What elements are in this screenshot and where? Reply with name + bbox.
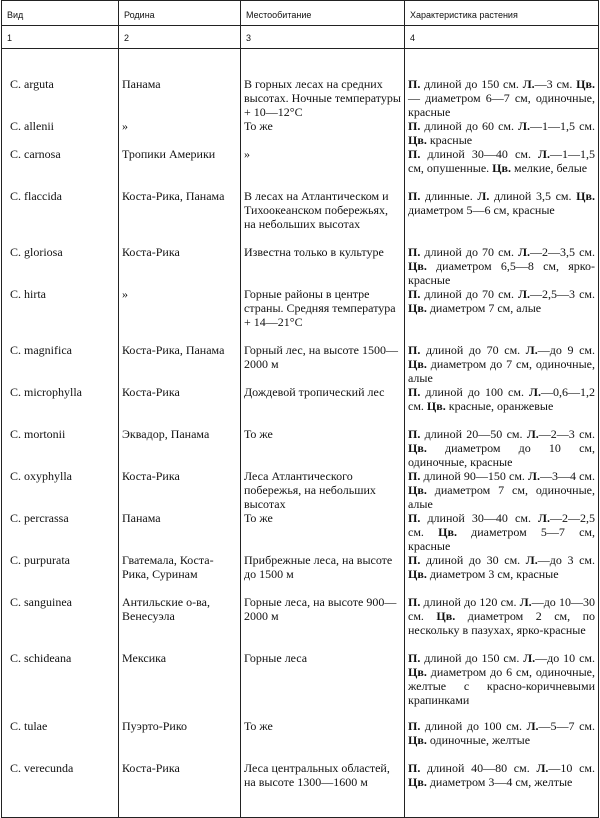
table-row — [2, 651, 599, 719]
homeland-cell: Коста-Рика — [119, 245, 241, 287]
homeland-cell: Тропики Америки — [119, 147, 241, 189]
abbreviation-label: Цв. — [408, 133, 427, 147]
habitat-cell: Горный лес, на высоте 1500—2000 м — [241, 343, 405, 385]
habitat-cell: Известна только в культуре — [241, 245, 405, 287]
habitat-cell: В горных лесах на средних высотах. Ночные температуры + 10—12°C — [241, 77, 405, 119]
habitat-cell: То же — [241, 119, 405, 147]
homeland-cell: » — [119, 287, 241, 343]
homeland-cell: Пуэрто-Рико — [119, 719, 241, 761]
abbreviation-label: Цв. — [576, 77, 595, 91]
characteristic-text: —2,5—3 см. — [530, 287, 596, 301]
homeland-cell: Антильские о-ва, Венесуэла — [119, 595, 241, 651]
characteristic-text: диаметром до 10 см, одиночные, красные — [408, 441, 595, 469]
header-species: Вид — [2, 1, 119, 26]
homeland-cell: Гватемала, Коста-Рика, Суринам — [119, 553, 241, 595]
characteristic-cell — [405, 77, 599, 119]
characteristic-text: —5—7 см. — [538, 719, 596, 733]
table-row — [2, 343, 599, 385]
characteristic-cell — [405, 511, 599, 553]
species-cell: C. hirta — [2, 287, 119, 343]
homeland-cell: Коста-Рика, Панама — [119, 189, 241, 245]
abbreviation-label: П. — [408, 595, 421, 609]
abbreviation-label: Л. — [529, 385, 541, 399]
abbreviation-label: Л. — [536, 761, 549, 775]
characteristic-text: длиной до 150 см. — [420, 77, 523, 91]
abbreviation-label: Цв. — [426, 399, 446, 413]
characteristic-text: —до 9 см. — [537, 343, 595, 357]
abbreviation-label: Цв. — [408, 483, 427, 497]
table-row — [2, 245, 599, 287]
characteristic-text: диаметром 5—7 см, красные — [408, 525, 595, 553]
column-number-row — [2, 26, 599, 49]
species-cell: C. gloriosa — [2, 245, 119, 287]
abbreviation-label: Цв. — [408, 441, 427, 455]
abbreviation-label: П. — [408, 343, 421, 357]
characteristic-cell — [405, 427, 599, 469]
header-habitat: Местообитание — [241, 1, 405, 26]
characteristic-text: —0,6—1,2 см. — [408, 385, 595, 413]
abbreviation-label: П. — [408, 719, 421, 733]
header-homeland: Родина — [119, 1, 241, 26]
abbreviation-label: П. — [408, 385, 421, 399]
characteristic-cell — [405, 287, 599, 343]
characteristic-cell — [405, 595, 599, 651]
abbreviation-label: П. — [408, 553, 421, 567]
habitat-cell: Горные леса, на высоте 900—2000 м — [241, 595, 405, 651]
species-cell: C. percrassa — [2, 511, 119, 553]
characteristic-cell — [405, 119, 599, 147]
table-row — [2, 595, 599, 651]
habitat-cell: Прибрежные леса, на высоте до 1500 м — [241, 553, 405, 595]
characteristic-text: диаметром до 6 см, одиночные, желтые с красно-коричневыми крапинками — [408, 665, 595, 707]
table-row — [2, 761, 599, 817]
characteristic-text: одиночные, желтые — [426, 733, 531, 747]
species-cell: C. verecunda — [2, 761, 119, 817]
characteristic-text: диаметром до 7 см, одиночные, алые — [408, 357, 595, 385]
table-row — [2, 553, 599, 595]
characteristic-text: красные, оранжевые — [445, 399, 554, 413]
habitat-cell: » — [241, 147, 405, 189]
abbreviation-label: П. — [408, 761, 421, 775]
abbreviation-label: Цв. — [408, 733, 427, 747]
homeland-cell: Панама — [119, 511, 241, 553]
habitat-cell: В лесах на Атлантическом и Тихоокеанском побережьях, на небольших высотах — [241, 189, 405, 245]
characteristic-text: диаметром 7 см, алые — [426, 301, 542, 315]
abbreviation-label: П. — [408, 469, 421, 483]
characteristic-text: длиной до 30 см. — [420, 553, 526, 567]
table-body — [2, 49, 599, 818]
characteristic-cell — [405, 651, 599, 719]
spacer-row — [2, 49, 599, 78]
characteristic-text: —10 см. — [548, 761, 596, 775]
abbreviation-label: Л. — [538, 511, 550, 525]
characteristic-text: длиной до 120 см. — [420, 595, 520, 609]
species-cell: C. oxyphylla — [2, 469, 119, 511]
characteristic-cell — [405, 719, 599, 761]
species-cell: C. purpurata — [2, 553, 119, 595]
characteristic-text: —3—4 см. — [539, 469, 596, 483]
characteristic-text: — диаметром 6—7 см, одиночные, красные — [408, 91, 595, 119]
habitat-cell: То же — [241, 427, 405, 469]
abbreviation-label: Цв. — [408, 775, 427, 789]
abbreviation-label: П. — [408, 147, 421, 161]
abbreviation-label: Л. — [522, 77, 535, 91]
characteristic-cell — [405, 553, 599, 595]
abbreviation-label: Л. — [538, 147, 550, 161]
characteristic-text: длиной до 150 см. — [420, 651, 524, 665]
table-row — [2, 77, 599, 119]
homeland-cell: Коста-Рика — [119, 761, 241, 817]
abbreviation-label: Л. — [518, 287, 531, 301]
abbreviation-label: П. — [408, 651, 421, 665]
species-table — [1, 0, 599, 818]
abbreviation-label: П. — [408, 77, 421, 91]
homeland-cell: Коста-Рика — [119, 469, 241, 511]
characteristic-cell — [405, 469, 599, 511]
species-cell: C. sanguinea — [2, 595, 119, 651]
habitat-cell: Горные леса — [241, 651, 405, 719]
characteristic-cell — [405, 385, 599, 427]
header-characteristic: Характеристика растения — [405, 1, 599, 26]
characteristic-text: длиной до 70 см. — [420, 343, 526, 357]
abbreviation-label: Цв. — [408, 567, 427, 581]
homeland-cell: Эквадор, Панама — [119, 427, 241, 469]
column-number: 2 — [119, 26, 241, 49]
species-cell: C. magnifica — [2, 343, 119, 385]
characteristic-text: —до 10 см. — [535, 651, 595, 665]
abbreviation-label: П. — [408, 245, 421, 259]
habitat-cell: Дождевой тропический лес — [241, 385, 405, 427]
abbreviation-label: П. — [408, 287, 421, 301]
column-number: 4 — [405, 26, 599, 49]
characteristic-text: —2—3 см. — [538, 427, 596, 441]
characteristic-text: диаметром 6,5—8 см, ярко-красные — [408, 259, 595, 287]
abbreviation-label: Цв. — [438, 525, 457, 539]
table-row — [2, 427, 599, 469]
characteristic-text: красные — [426, 133, 473, 147]
characteristic-text: длиной до 60 см. — [420, 119, 519, 133]
characteristic-cell — [405, 147, 599, 189]
homeland-cell: Мексика — [119, 651, 241, 719]
characteristic-cell — [405, 343, 599, 385]
characteristic-text: диаметром 3 см, красные — [426, 567, 559, 581]
characteristic-text: —2—2,5 см. — [408, 511, 595, 539]
table-row — [2, 511, 599, 553]
species-cell: C. microphylla — [2, 385, 119, 427]
abbreviation-label: П. — [408, 119, 421, 133]
abbreviation-label: Л. — [528, 469, 540, 483]
column-number: 3 — [241, 26, 405, 49]
characteristic-text: длиной до 70 см. — [420, 245, 519, 259]
characteristic-text: —1—1,5 см. — [530, 119, 596, 133]
abbreviation-label: Л. — [525, 343, 538, 357]
characteristic-text: —до 10—30 см. — [408, 595, 595, 623]
table-row — [2, 287, 599, 343]
homeland-cell: Панама — [119, 77, 241, 119]
characteristic-text: —1—1,5 см, опушенные. — [408, 147, 595, 175]
abbreviation-label: Л. — [526, 427, 539, 441]
characteristic-text: длиной 30—40 см. — [420, 511, 539, 525]
habitat-cell: Горные районы в центре страны. Средняя температура + 14—21°C — [241, 287, 405, 343]
table-row — [2, 119, 599, 147]
abbreviation-label: Л. — [518, 119, 531, 133]
abbreviation-label: П. — [408, 511, 421, 525]
characteristic-text: длиной 30—40 см. — [420, 147, 539, 161]
habitat-cell: То же — [241, 511, 405, 553]
characteristic-text: длиной 3,5 см. — [489, 189, 577, 203]
characteristic-text: длиной 20—50 см. — [420, 427, 527, 441]
characteristic-text: мелкие, белые — [510, 161, 588, 175]
abbreviation-label: Цв. — [408, 357, 427, 371]
species-cell: C. schideana — [2, 651, 119, 719]
characteristic-text: длиной 90—150 см. — [420, 469, 529, 483]
characteristic-cell — [405, 761, 599, 817]
abbreviation-label: Л. — [477, 189, 490, 203]
table-row — [2, 469, 599, 511]
characteristic-text: длиной до 70 см. — [420, 287, 519, 301]
abbreviation-label: Л. — [518, 245, 531, 259]
table-row — [2, 719, 599, 761]
abbreviation-label: Цв. — [576, 189, 595, 203]
characteristic-text: длинные. — [420, 189, 478, 203]
abbreviation-label: П. — [408, 427, 421, 441]
species-cell: C. arguta — [2, 77, 119, 119]
abbreviation-label: Л. — [523, 651, 536, 665]
characteristic-text: длиной до 100 см. — [420, 719, 527, 733]
characteristic-text: длиной до 100 см. — [420, 385, 530, 399]
abbreviation-label: Цв. — [408, 301, 427, 315]
table-header-row — [2, 1, 599, 26]
abbreviation-label: Цв. — [436, 609, 456, 623]
column-number: 1 — [2, 26, 119, 49]
habitat-cell: Леса Атлантического побережья, на небольших высотах — [241, 469, 405, 511]
abbreviation-label: Л. — [526, 719, 539, 733]
species-cell: C. mortonii — [2, 427, 119, 469]
abbreviation-label: Л. — [525, 553, 538, 567]
species-cell: C. carnosa — [2, 147, 119, 189]
habitat-cell: Леса центральных областей, на высоте 1300—1600 м — [241, 761, 405, 817]
characteristic-cell — [405, 189, 599, 245]
characteristic-text: диаметром 7 см, одиночные, алые — [408, 483, 595, 511]
characteristic-text: диаметром 5—6 см, красные — [408, 203, 555, 217]
abbreviation-label: Л. — [519, 595, 532, 609]
homeland-cell: Коста-Рика — [119, 385, 241, 427]
species-cell: C. allenii — [2, 119, 119, 147]
characteristic-text: —2—3,5 см. — [530, 245, 596, 259]
characteristic-text: —до 3 см. — [537, 553, 595, 567]
habitat-cell: То же — [241, 719, 405, 761]
homeland-cell: » — [119, 119, 241, 147]
table-row — [2, 189, 599, 245]
abbreviation-label: Цв. — [408, 259, 427, 273]
table-row — [2, 147, 599, 189]
characteristic-text: диаметром 3—4 см, желтые — [426, 775, 573, 789]
characteristic-text: —3 см. — [534, 77, 577, 91]
abbreviation-label: П. — [408, 189, 421, 203]
homeland-cell: Коста-Рика, Панама — [119, 343, 241, 385]
table-row — [2, 385, 599, 427]
abbreviation-label: Цв. — [492, 161, 511, 175]
species-cell: C. tulae — [2, 719, 119, 761]
characteristic-cell — [405, 245, 599, 287]
species-cell: C. flaccida — [2, 189, 119, 245]
characteristic-text: длиной 40—80 см. — [420, 761, 537, 775]
abbreviation-label: Цв. — [408, 665, 427, 679]
characteristic-text: диаметром 2 см, по нескольку в пазухах, ярко-красные — [408, 609, 596, 637]
